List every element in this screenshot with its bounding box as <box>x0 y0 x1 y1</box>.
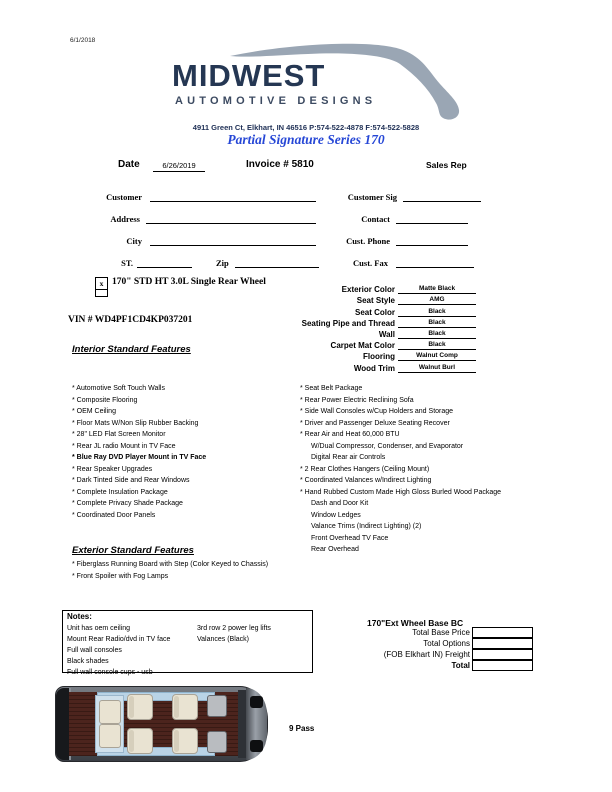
notes-column-1 <box>67 623 195 678</box>
interior-features-left-list <box>72 383 292 521</box>
feature-item: * Rear Speaker Upgrades <box>72 465 153 473</box>
pricing-label: Total <box>451 661 470 670</box>
floorplan-image <box>55 686 268 762</box>
interior-features-right-list <box>300 383 570 556</box>
feature-item: Rear Overhead <box>311 546 359 553</box>
brand-logo-automotive-designs: AUTOMOTIVE DESIGNS <box>175 95 377 107</box>
spec-row <box>250 361 476 372</box>
feature-item: * Coordinated Valances w/Indirect Lighting <box>300 477 432 484</box>
spec-value-field[interactable]: Black <box>398 308 476 317</box>
note-item: Full wall console cups - usb <box>67 669 153 676</box>
pricing-value-field[interactable] <box>472 660 533 672</box>
state-field[interactable] <box>137 258 192 268</box>
note-item: Valances (Black) <box>197 636 250 643</box>
feature-item: * Side Wall Consoles w/Cup Holders and Storage <box>300 408 454 415</box>
customer-sig-field[interactable] <box>403 192 481 202</box>
chassis-checkbox[interactable]: x <box>95 277 108 290</box>
spec-label: Flooring <box>363 352 395 362</box>
spec-label: Seat Color <box>354 307 395 317</box>
spec-label: Wall <box>378 329 395 339</box>
invoice-number: Invoice # 5810 <box>246 159 314 170</box>
pricing-row <box>350 660 533 671</box>
feature-item: * Driver and Passenger Deluxe Seating Recover <box>300 419 450 427</box>
pricing-value-field[interactable] <box>472 627 533 639</box>
feature-item: * Coordinated Door Panels <box>72 511 156 519</box>
note-item: Unit has oem ceiling <box>67 625 131 632</box>
state-label: ST. <box>121 258 133 268</box>
van-swoosh-icon <box>228 40 463 125</box>
spec-label: Carpet Mat Color <box>330 341 395 351</box>
chassis-checkbox-empty[interactable] <box>95 288 108 297</box>
pricing-row <box>350 627 533 638</box>
spec-value-field[interactable]: Walnut Comp <box>398 352 476 361</box>
interior-features-heading: Interior Standard Features <box>72 344 191 355</box>
van-front-wheel-bottom <box>250 740 263 752</box>
notes-title: Notes: <box>67 612 92 621</box>
note-item: Black shades <box>67 658 109 665</box>
feature-item: * Blue Ray DVD Player Mount in TV Face <box>72 454 207 461</box>
exterior-features-list <box>72 559 372 582</box>
spec-label: Seating Pipe and Thread <box>301 318 395 328</box>
feature-item: * Front Spoiler with Fog Lamps <box>72 572 169 580</box>
note-item: Full wall consoles <box>67 647 122 654</box>
wheel-base-header: 170"Ext Wheel Base BC <box>367 618 464 628</box>
pricing-label: (FOB Elkhart IN) Freight <box>383 650 470 659</box>
van-hood <box>246 688 267 760</box>
bench-cushion <box>99 724 121 748</box>
feature-item: Digital Rear air Controls <box>311 454 386 461</box>
spec-row <box>250 339 476 350</box>
van-front-wheel-top <box>250 696 263 708</box>
feature-item: * Complete Insulation Package <box>72 488 168 496</box>
feature-item: * Automotive Soft Touch Walls <box>72 385 165 392</box>
customer-row <box>62 192 316 202</box>
captain-chair <box>127 694 153 720</box>
chassis-label: 170" STD HT 3.0L Single Rear Wheel <box>112 277 266 287</box>
note-item: 3rd row 2 power leg lifts <box>197 625 271 632</box>
cust-fax-label: Cust. Fax <box>353 258 388 268</box>
contact-field[interactable] <box>396 214 468 224</box>
cab-seat-driver <box>207 731 227 753</box>
address-field[interactable] <box>146 214 316 224</box>
feature-item: * Dark Tinted Side and Rear Windows <box>72 477 190 484</box>
spec-value-field[interactable]: Walnut Burl <box>398 364 476 373</box>
spec-row <box>250 294 476 305</box>
feature-item: * Seat Belt Package <box>300 385 363 392</box>
cust-fax-row <box>330 258 474 268</box>
brand-logo-midwest: MIDWEST <box>172 58 326 93</box>
feature-item: * Floor Mats W/Non Slip Rubber Backing <box>72 419 199 427</box>
date-value-field[interactable]: 6/26/2019 <box>153 161 205 172</box>
feature-item: W/Dual Compressor, Condenser, and Evaporator <box>311 442 464 450</box>
note-item: Mount Rear Radio/dvd in TV face <box>67 636 171 643</box>
captain-chair <box>172 728 198 754</box>
feature-item: Window Ledges <box>311 511 361 519</box>
sales-rep-label: Sales Rep <box>426 160 467 170</box>
feature-item: * 28" LED Flat Screen Monitor <box>72 431 166 438</box>
spec-row <box>250 317 476 328</box>
feature-item: * Hand Rubbed Custom Made High Gloss Burled Wood Package <box>300 488 502 496</box>
pricing-label: Total Options <box>423 639 470 648</box>
pricing-table <box>350 627 533 671</box>
captain-chair <box>127 728 153 754</box>
captain-chair <box>172 694 198 720</box>
feature-item: * Composite Flooring <box>72 396 138 404</box>
zip-label: Zip <box>215 258 229 268</box>
cust-fax-field[interactable] <box>396 258 474 268</box>
contact-row <box>330 214 468 224</box>
spec-label: Exterior Color <box>341 285 395 295</box>
cust-phone-row <box>330 236 468 246</box>
spec-value-field[interactable]: Black <box>398 341 476 350</box>
pricing-value-field[interactable] <box>472 649 533 661</box>
city-row <box>62 236 316 246</box>
print-date: 6/1/2018 <box>70 37 96 44</box>
spec-value-field[interactable]: Matte Black <box>398 285 476 294</box>
pricing-row <box>350 649 533 660</box>
van-rear-bench <box>95 695 124 753</box>
address-row <box>62 214 316 224</box>
customer-label: Customer <box>106 192 142 202</box>
spec-value-field[interactable]: AMG <box>398 296 476 305</box>
contact-label: Contact <box>361 214 390 224</box>
zip-field[interactable] <box>235 258 319 268</box>
cust-phone-label: Cust. Phone <box>346 236 390 246</box>
spec-row <box>250 350 476 361</box>
feature-item: Valance Trims (Indirect Lighting) (2) <box>311 523 422 530</box>
spec-value-field[interactable]: Black <box>398 319 476 328</box>
feature-item: * Fiberglass Running Board with Step (Color Keyed to Chassis) <box>72 561 269 568</box>
cust-phone-field[interactable] <box>396 236 468 246</box>
feature-item: * Rear JL radio Mount in TV Face <box>72 442 176 450</box>
feature-item: * Complete Privacy Shade Package <box>72 500 183 507</box>
feature-item: Front Overhead TV Face <box>311 534 389 542</box>
passenger-count-label: 9 Pass <box>289 724 315 733</box>
bench-cushion <box>99 700 121 724</box>
feature-item: Dash and Door Kit <box>311 500 369 507</box>
series-title: Partial Signature Series 170 <box>227 132 385 147</box>
spec-label: Wood Trim <box>353 363 395 373</box>
company-address: 4911 Green Ct, Elkhart, IN 46516 P:574-522-4878 F:574-522-5828 <box>192 123 420 132</box>
spec-row <box>250 305 476 316</box>
feature-item: * 2 Rear Clothes Hangers (Ceiling Mount) <box>300 465 430 473</box>
pricing-value-field[interactable] <box>472 638 533 650</box>
feature-item: * Rear Power Electric Reclining Sofa <box>300 396 414 404</box>
spec-table <box>250 283 476 373</box>
date-label: Date <box>118 159 140 170</box>
notes-column-2 <box>197 623 309 645</box>
notes-box <box>62 610 313 676</box>
exterior-features-heading: Exterior Standard Features <box>72 545 194 556</box>
feature-item: * OEM Ceiling <box>72 408 116 415</box>
spec-row <box>250 328 476 339</box>
feature-item: * Rear Air and Heat 60,000 BTU <box>300 431 400 438</box>
pricing-label: Total Base Price <box>412 628 470 637</box>
pricing-row <box>350 638 533 649</box>
spec-label: Seat Style <box>356 296 395 306</box>
cab-seat-passenger <box>207 695 227 717</box>
city-label: City <box>126 236 142 246</box>
city-field[interactable] <box>150 236 316 246</box>
spec-row <box>250 283 476 294</box>
customer-sig-label: Customer Sig <box>347 192 397 202</box>
spec-value-field[interactable]: Black <box>398 330 476 339</box>
st-zip-row <box>62 258 319 268</box>
address-label: Address <box>110 214 140 224</box>
customer-sig-row <box>330 192 481 202</box>
vin-number: VIN # WD4PF1CD4KP037201 <box>68 315 193 325</box>
customer-field[interactable] <box>150 192 316 202</box>
